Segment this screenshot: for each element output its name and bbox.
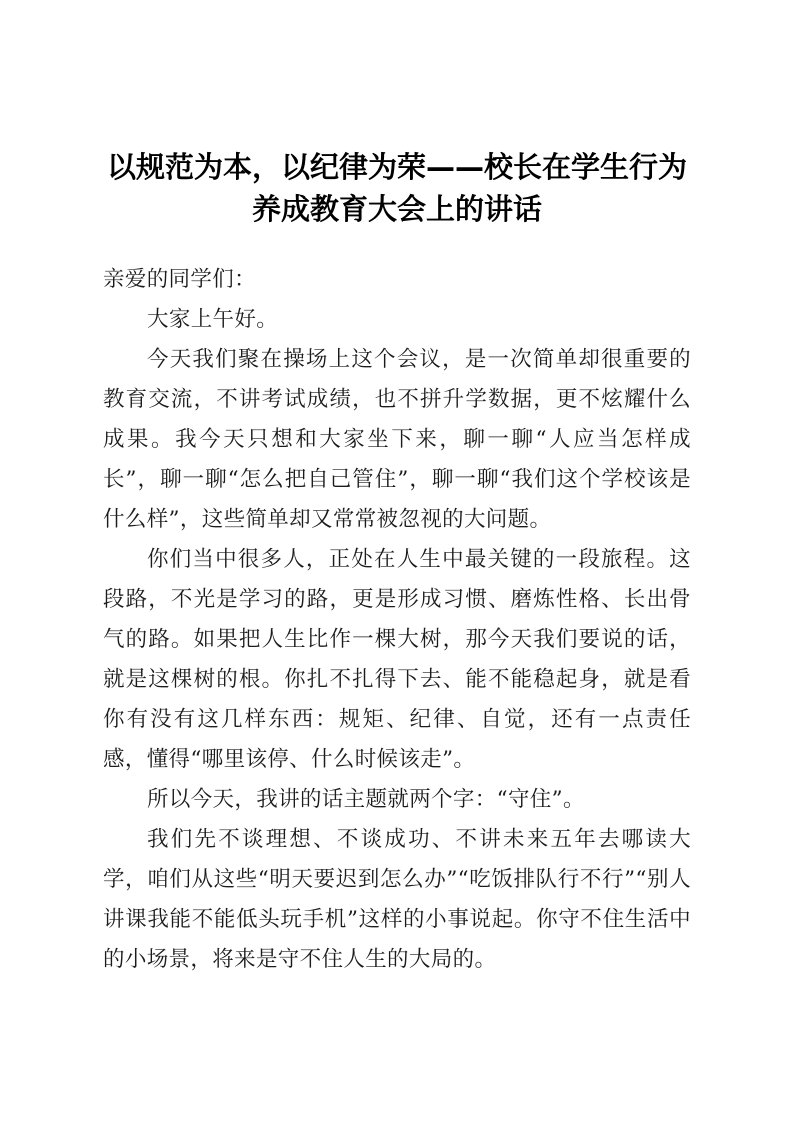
paragraph-body-3: 所以今天，我讲的话主题就两个字：“守住”。 (147, 787, 585, 812)
paragraph-body-4: 我们先不谈理想、不谈成功、不讲未来五年去哪读大学，咱们从这些“明天要迟到怎么办”“吃饭排队行不行”“别人讲课我能不能低头玩手机”这样的小事说起。你守不住生活中的小场景，将来是守不住人生的大局的。 (103, 827, 691, 972)
page-title-line-2: 行为养成教育大会上的讲话 (251, 150, 688, 226)
title-body-spacer (103, 240, 691, 260)
paragraph-salutation: 亲爱的同学们： (103, 267, 256, 292)
page-title (103, 146, 691, 230)
paragraph-body-2: 你们当中很多人，正处在人生中最关键的一段旅程。这段路，不光是学习的路，更是形成习惯、磨炼性格、长出骨气的路。如果把人生比作一棵大树，那今天我们要说的话，就是这棵树的根。你扎不扎得下去、能不能稳起身，就是看你有没有这几样东西：规矩、纪律、自觉，还有一点责任感，懂得“哪里该停、什么时候该走”。 (103, 547, 691, 772)
paragraph-body-1: 今天我们聚在操场上这个会议，是一次简单却很重要的教育交流，不讲考试成绩，也不拼升学数据，更不炫耀什么成果。我今天只想和大家坐下来，聊一聊“人应当怎样成长”，聊一聊“怎么把自己管住”，聊一聊“我们这个学校该是什么样”，这些简单却又常常被忽视的大问题。 (103, 347, 691, 532)
document-body (103, 146, 691, 980)
paragraph-greeting: 大家上午好。 (147, 307, 279, 332)
page-title-line-1: 以规范为本，以纪律为荣——校长在学生 (106, 150, 629, 184)
